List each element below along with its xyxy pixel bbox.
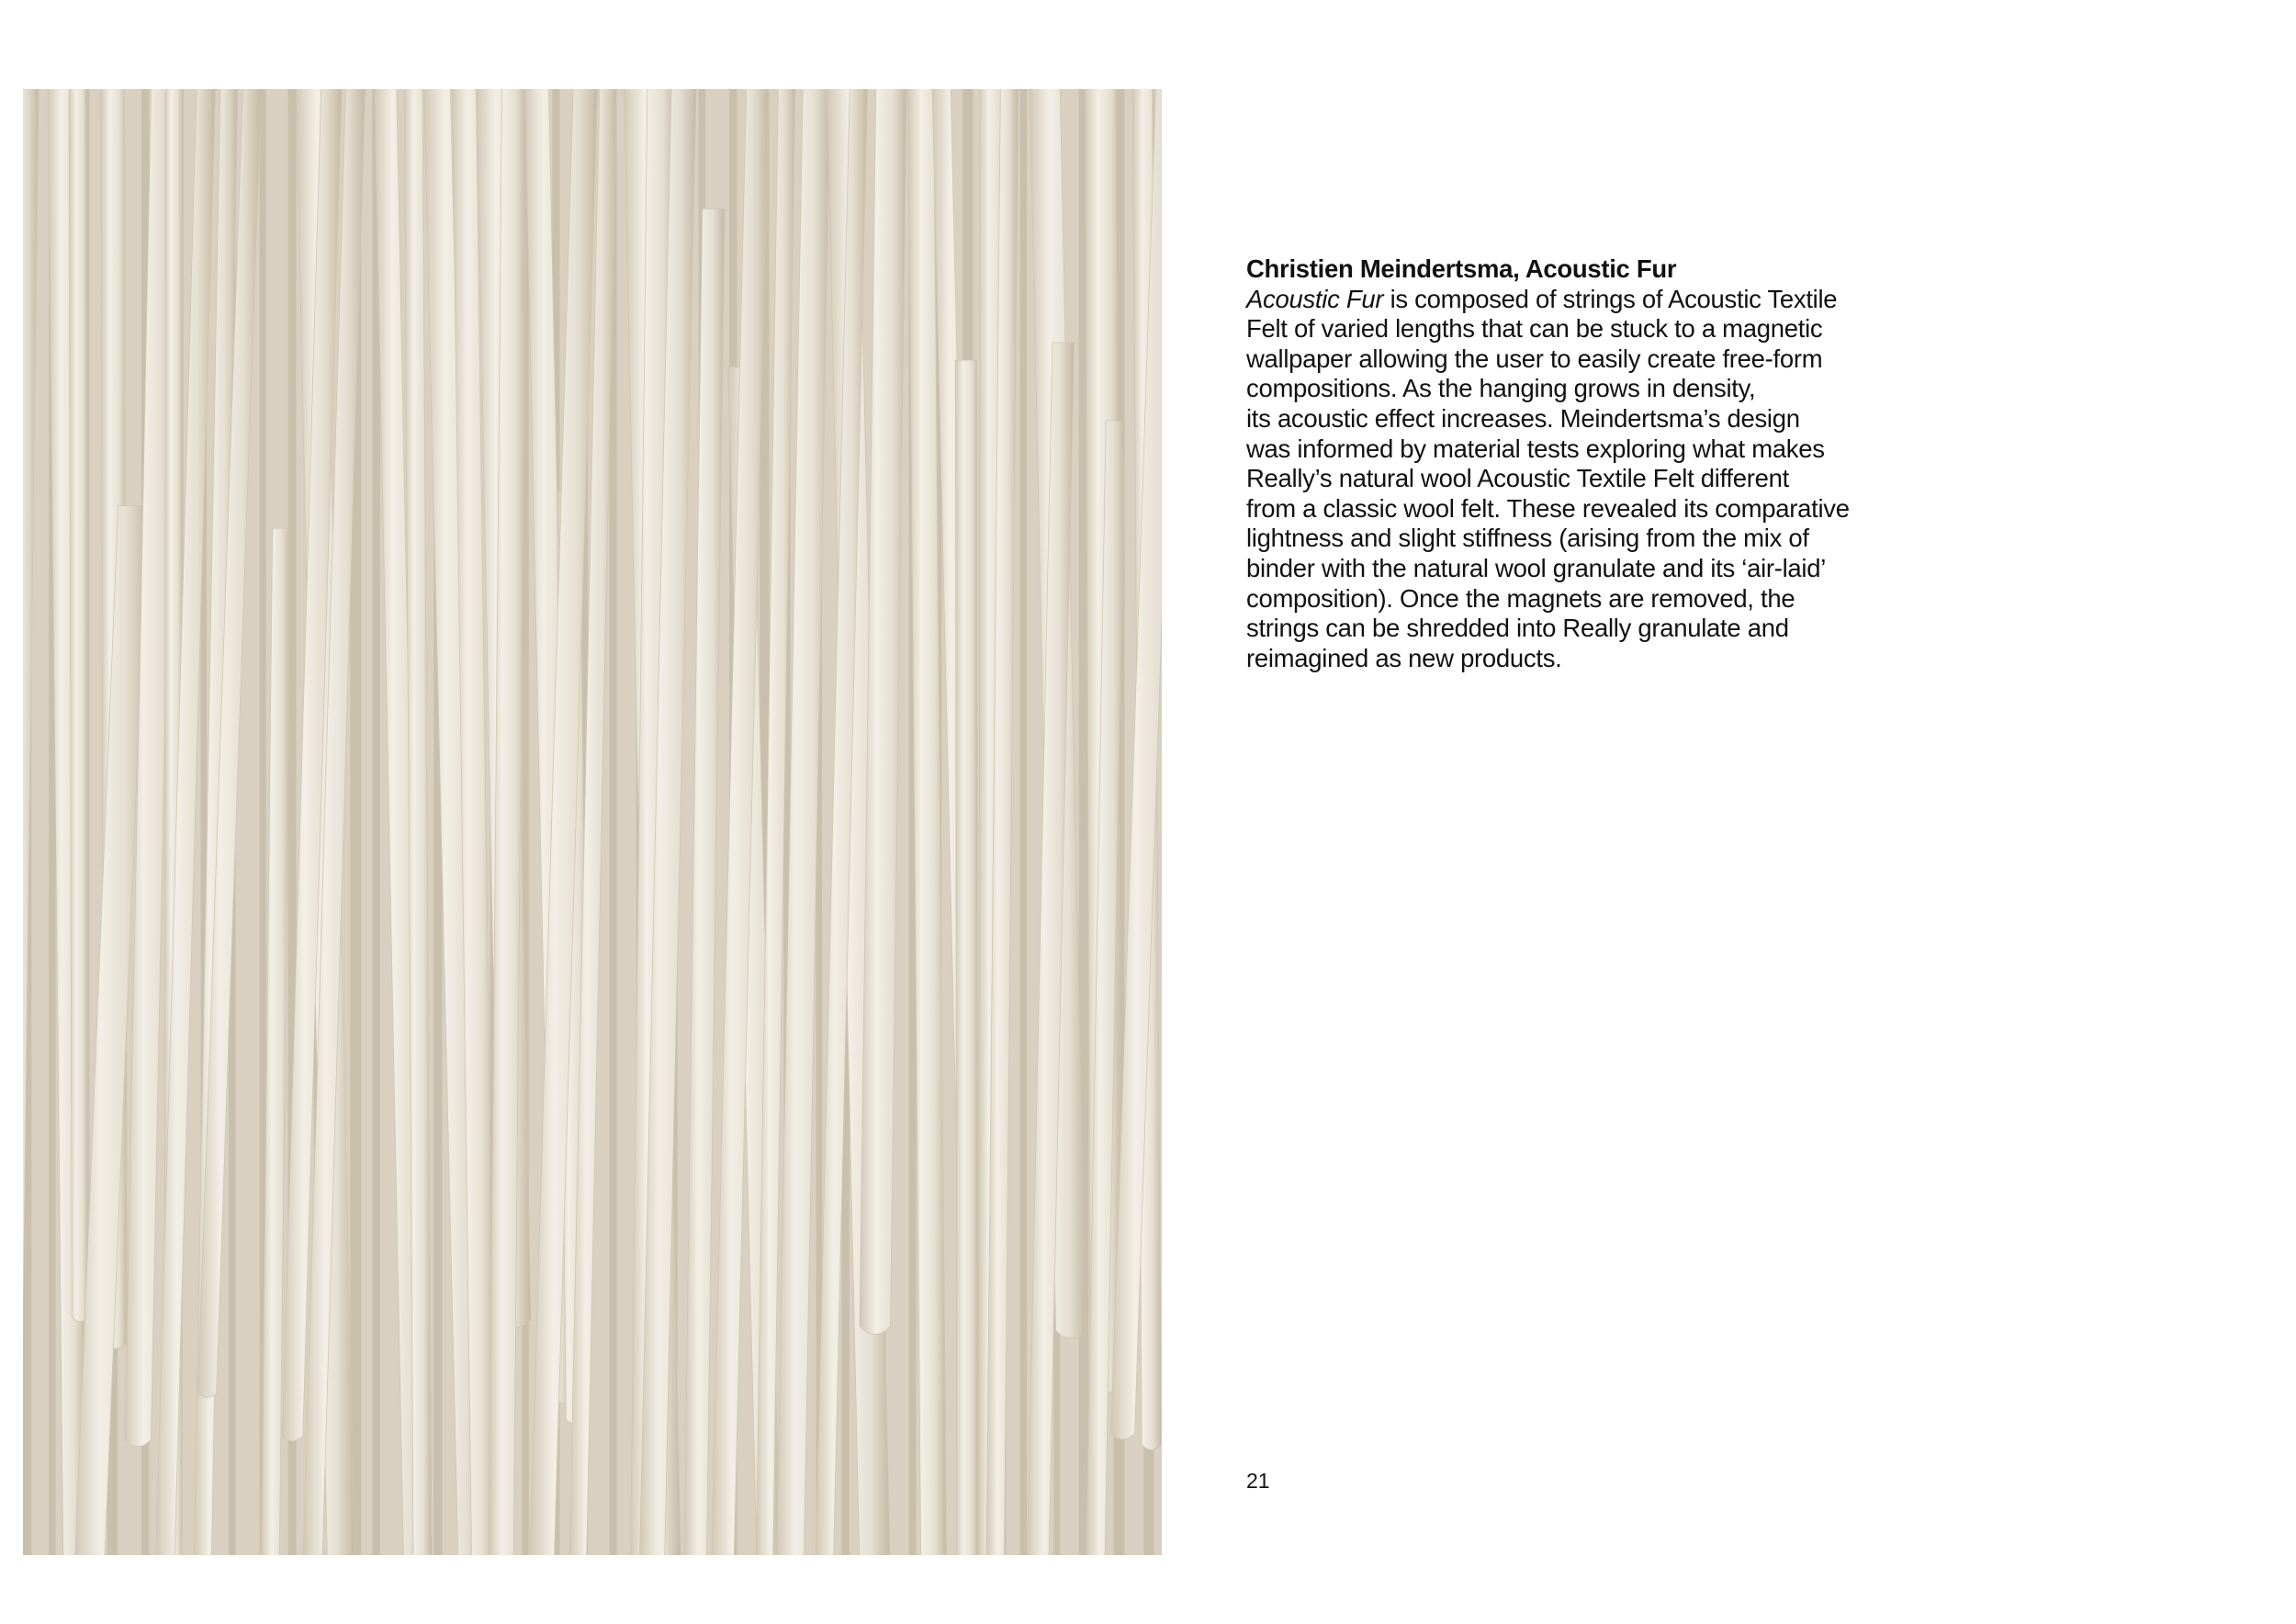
article-title: Christien Meindertsma, Acoustic Fur	[1246, 254, 1677, 283]
article-line-rest: is composed of strings of Acoustic Textile	[1383, 284, 1838, 313]
article-line: its acoustic effect increases. Meindertsma’s design	[1246, 403, 1800, 433]
artwork-title-italic: Acoustic Fur	[1246, 284, 1384, 313]
article-line: Really’s natural wool Acoustic Textile Felt different	[1246, 464, 1789, 493]
article-line: compositions. As the hanging grows in density,	[1246, 374, 1756, 403]
felt-strings-photo	[23, 89, 1162, 1555]
felt-string	[955, 360, 978, 1555]
article-line: was informed by material tests exploring what makes	[1246, 434, 1825, 463]
article-line: strings can be shredded into Really granulate and	[1246, 614, 1789, 643]
article-line: lightness and slight stiffness (arising from the mix of	[1246, 524, 1809, 553]
page-number: 21	[1246, 1469, 1270, 1493]
article-line: binder with the natural wool granulate and its ‘air-laid’	[1246, 553, 1827, 582]
felt-string	[69, 89, 88, 1322]
article-text	[1246, 254, 1889, 673]
article-line: from a classic wool felt. These revealed its comparative	[1246, 493, 1850, 523]
felt-strings-illustration	[23, 89, 1162, 1555]
article-line: reimagined as new products.	[1246, 643, 1562, 672]
article-line: wallpaper allowing the user to easily create free-form	[1246, 344, 1823, 373]
article-line	[1246, 285, 1889, 315]
string-shadow	[1020, 89, 1027, 1555]
article-line: composition). Once the magnets are removed, the	[1246, 583, 1795, 613]
article-line: Felt of varied lengths that can be stuck to a magnetic	[1246, 314, 1823, 344]
